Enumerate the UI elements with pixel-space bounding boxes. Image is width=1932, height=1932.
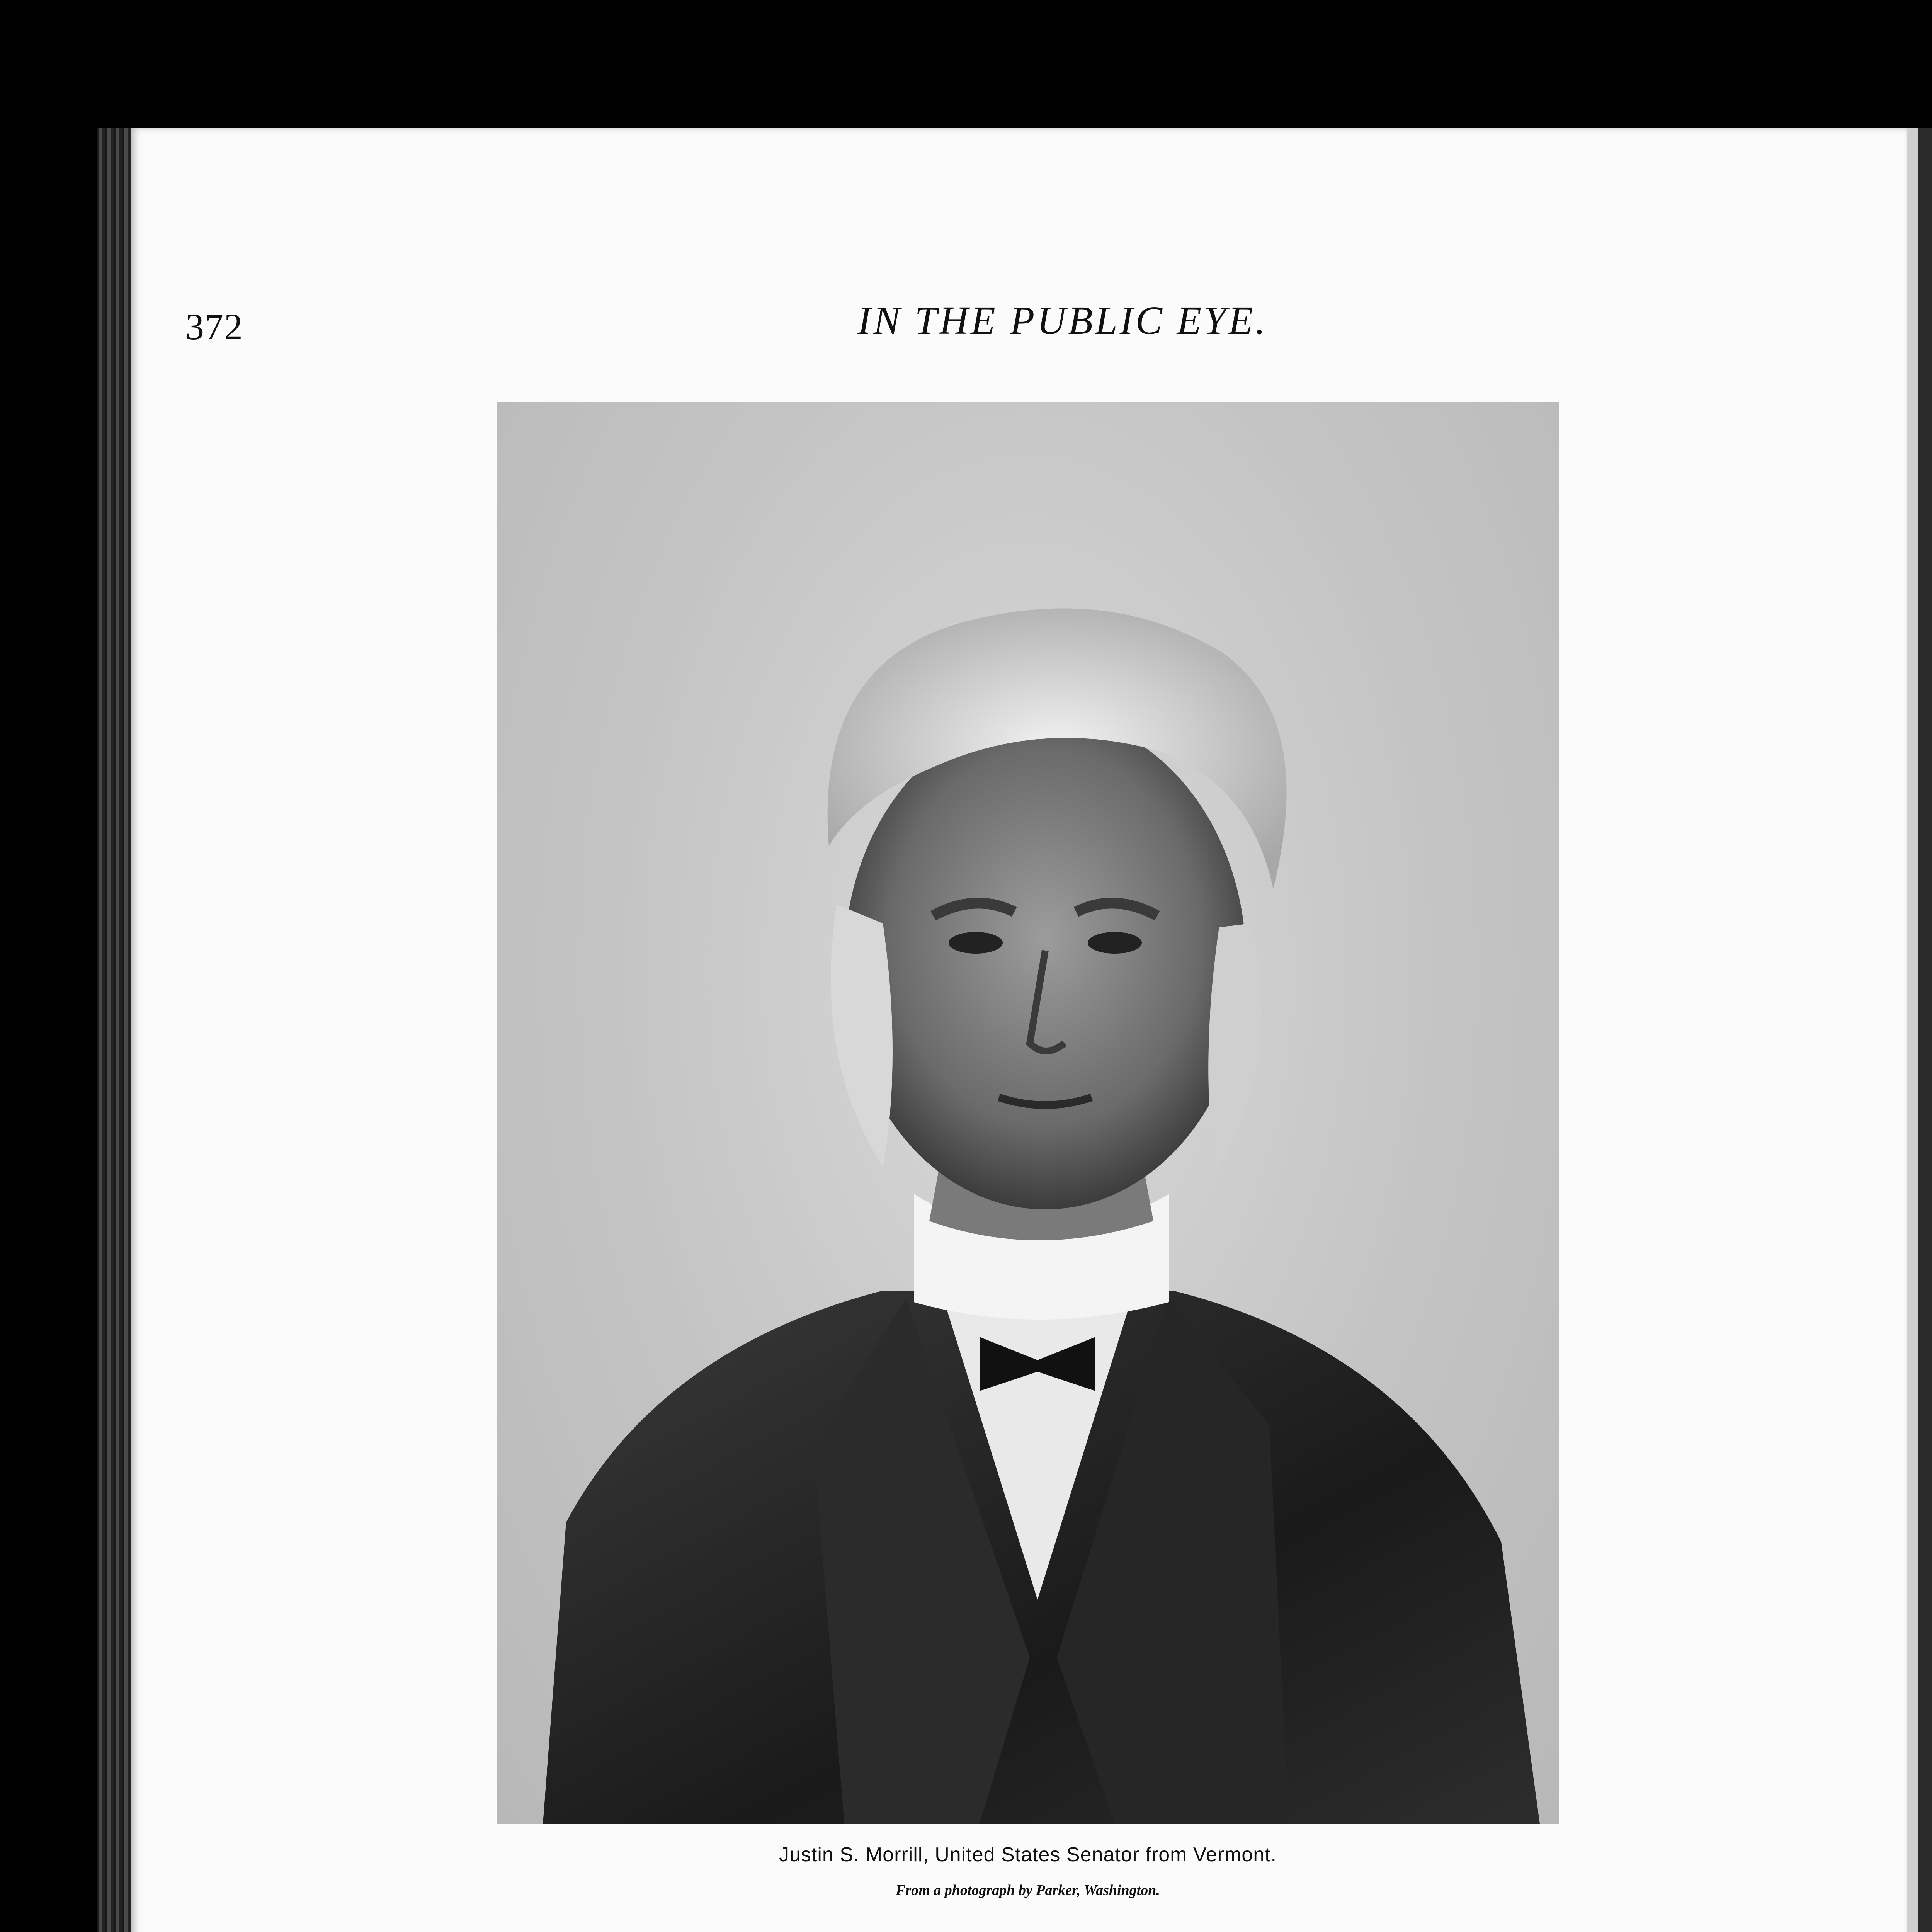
page-number: 372 bbox=[185, 306, 243, 347]
binding-edge bbox=[97, 128, 131, 1932]
photo-credit: From a photograph by Parker, Washington. bbox=[896, 1882, 1160, 1898]
facing-page-edge bbox=[1907, 128, 1932, 1932]
running-head: IN THE PUBLIC EYE. bbox=[857, 298, 1268, 343]
portrait-photograph bbox=[497, 402, 1559, 1824]
portrait-illustration bbox=[497, 402, 1559, 1824]
figure-caption: Justin S. Morrill, United States Senator from Vermont. bbox=[779, 1844, 1277, 1866]
